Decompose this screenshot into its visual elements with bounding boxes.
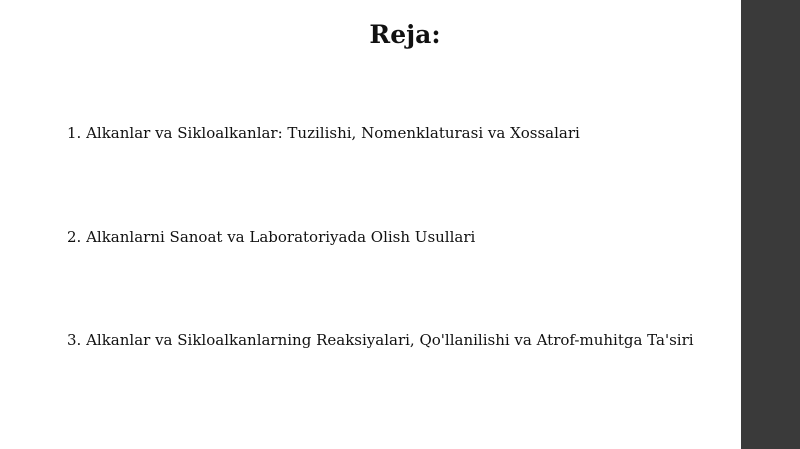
plan-item-2: 2. Alkanlarni Sanoat va Laboratoriyada Olish Usullari xyxy=(67,228,476,246)
plan-item-3: 3. Alkanlar va Sikloalkanlarning Reaksiyalari, Qo'llanilishi va Atrof-muhitga Ta'siri xyxy=(67,331,694,349)
slide-title: Reja: xyxy=(369,20,441,49)
side-panel xyxy=(741,0,800,449)
plan-item-1: 1. Alkanlar va Sikloalkanlar: Tuzilishi, Nomenklaturasi va Xossalari xyxy=(67,124,580,142)
